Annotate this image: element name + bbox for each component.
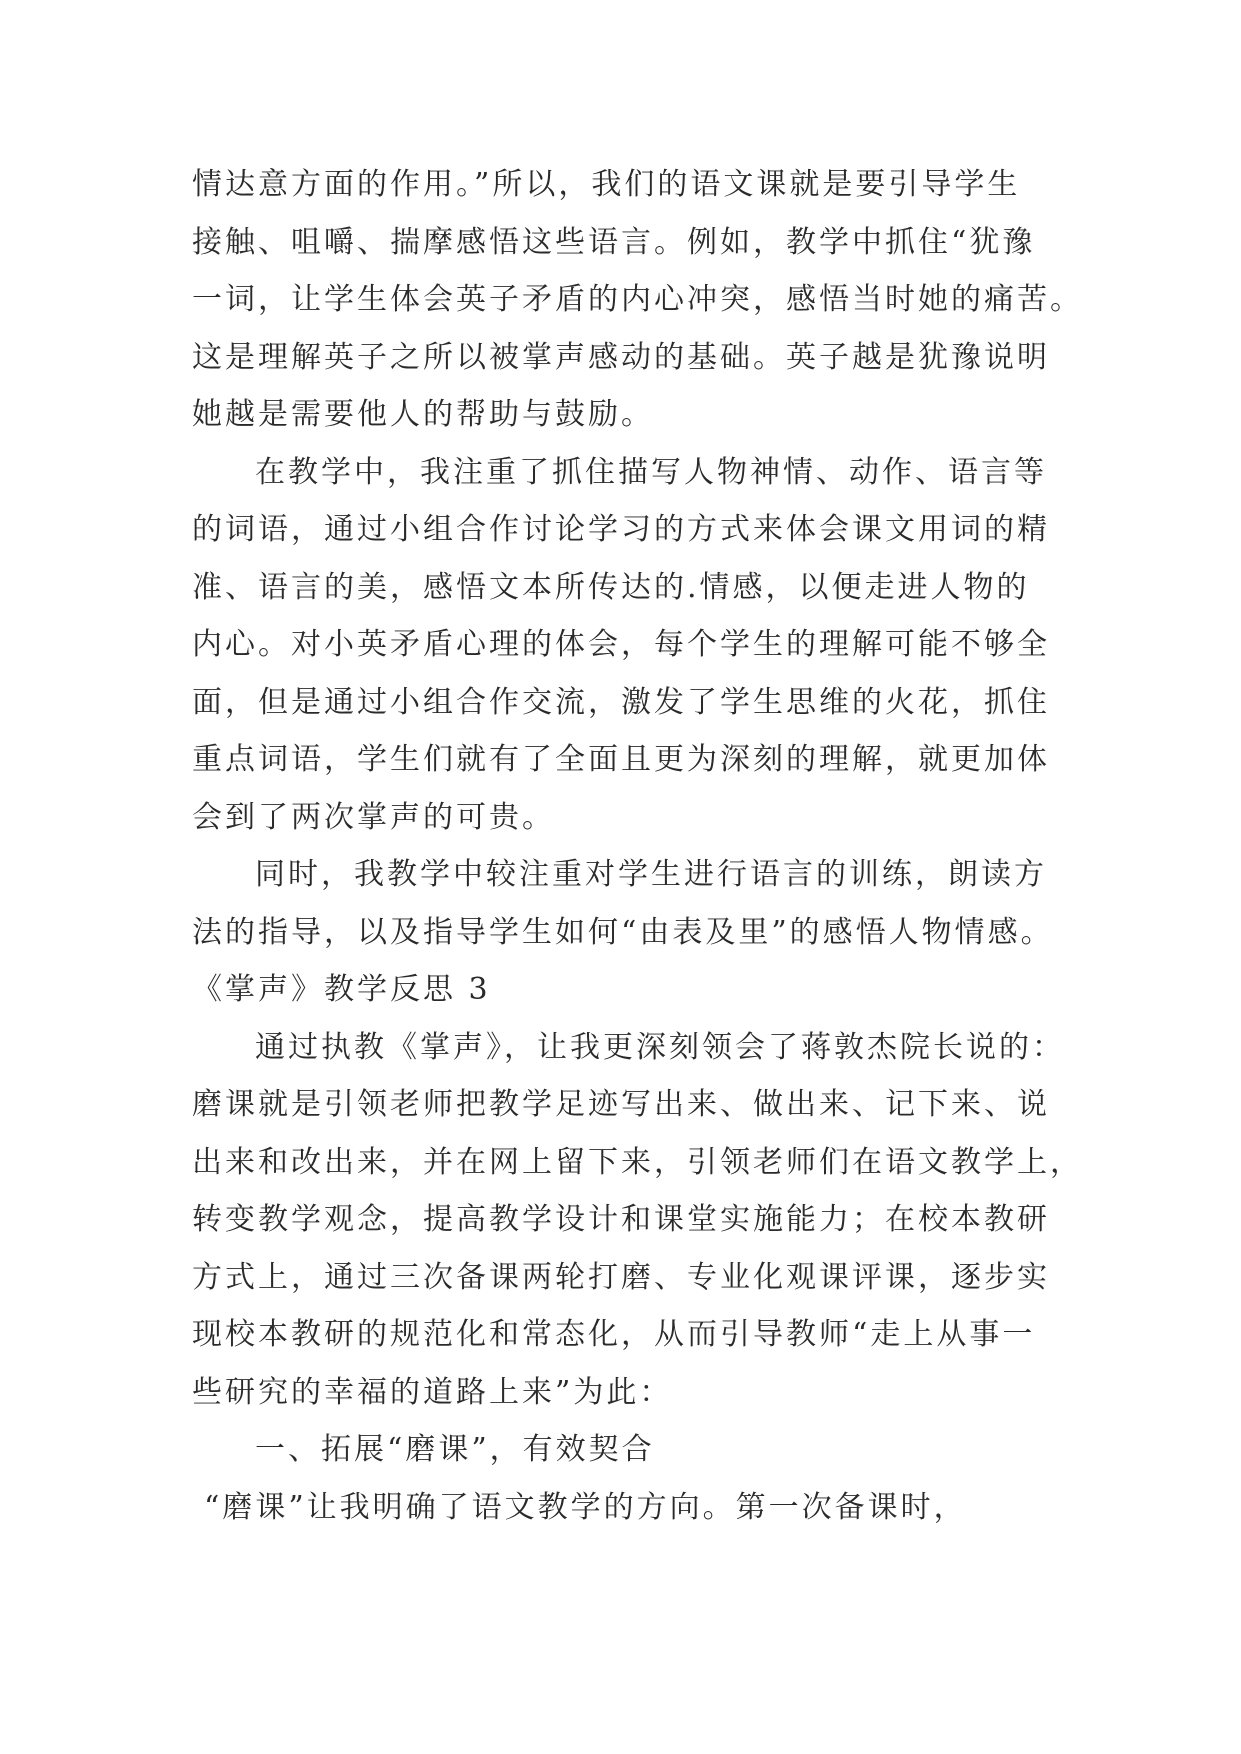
text-line: 法的指导，以及指导学生如何“由表及里”的感悟人物情感。 (192, 914, 1054, 950)
text-line: 准、语言的美，感悟文本所传达的.情感，以便走进人物的 (192, 569, 1030, 605)
document-body (192, 156, 1083, 1536)
text-line: 些研究的幸福的道路上来”为此： (192, 1374, 673, 1410)
text-line: 转变教学观念，提高教学设计和课堂实施能力；在校本教研 (192, 1202, 1050, 1237)
text-line: 这是理解英子之所以被掌声感动的基础。英子越是犹豫说明 (192, 339, 1050, 375)
text-line: 方式上，通过三次备课两轮打磨、专业化观课评课，逐步实 (192, 1259, 1050, 1295)
paragraph-start-line: “磨课”让我明确了语文教学的方向。第一次备课时， (204, 1489, 967, 1525)
text-line: 现校本教研的规范化和常态化，从而引导教师“走上从事一 (192, 1317, 1036, 1352)
text-line: 接触、咀嚼、揣摩感悟这些语言。例如，教学中抓住“犹豫 (192, 224, 1036, 260)
text-line: 会到了两次掌声的可贵。 (192, 799, 555, 835)
text-line: 情达意方面的作用。”所以，我们的语文课就是要引导学生 (192, 167, 1021, 202)
text-line: 内心。对小英矛盾心理的体会，每个学生的理解可能不够全 (192, 627, 1050, 662)
text-line: 她越是需要他人的帮助与鼓励。 (192, 397, 654, 432)
subheading-line: 一、拓展“磨课”，有效契合 (255, 1432, 655, 1467)
text-line: 出来和改出来，并在网上留下来，引领老师们在语文教学上， (192, 1144, 1083, 1180)
text-line: 的词语，通过小组合作讨论学习的方式来体会课文用词的精 (192, 512, 1050, 547)
text-line: 重点词语，学生们就有了全面且更为深刻的理解，就更加体 (192, 742, 1050, 777)
section-heading: 《掌声》教学反思 3 (192, 972, 491, 1007)
paragraph-start-line: 通过执教《掌声》，让我更深刻领会了蒋敦杰院长说的： (255, 1029, 1065, 1065)
text-line: 磨课就是引领老师把教学足迹写出来、做出来、记下来、说 (192, 1087, 1050, 1122)
text-line: 一词，让学生体会英子矛盾的内心冲突，感悟当时她的痛苦。 (192, 282, 1083, 317)
paragraph-start-line: 在教学中，我注重了抓住描写人物神情、动作、语言等 (255, 454, 1047, 490)
paragraph-start-line: 同时，我教学中较注重对学生进行语言的训练，朗读方 (255, 857, 1047, 892)
text-line: 面，但是通过小组合作交流，激发了学生思维的火花，抓住 (192, 684, 1050, 720)
